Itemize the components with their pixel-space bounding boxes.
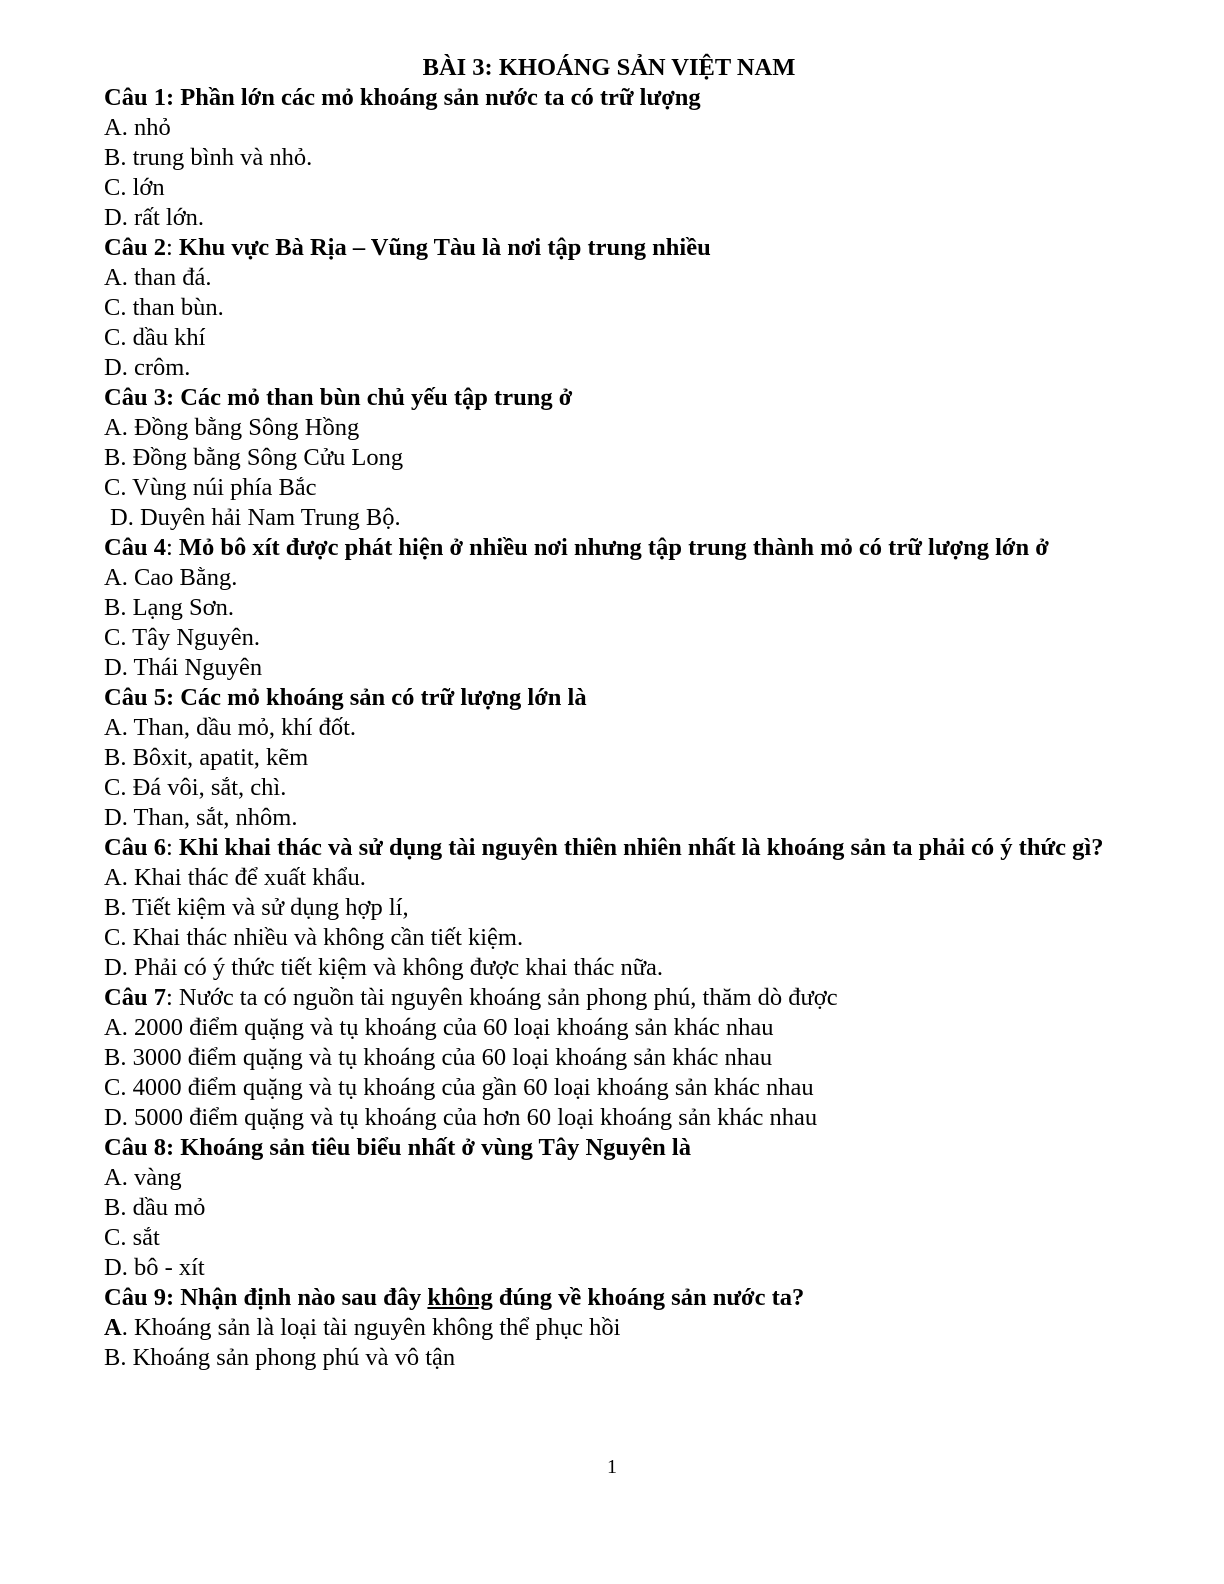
option-7a: A. 2000 điểm quặng và tụ khoáng của 60 loại khoáng sản khác nhau: [104, 1014, 774, 1041]
question-7: [104, 983, 1114, 1013]
document-page: [104, 53, 1114, 1373]
option-7c: C. 4000 điểm quặng và tụ khoáng của gần 60 loại khoáng sản khác nhau: [104, 1074, 814, 1101]
question-6: [104, 833, 1114, 863]
question-label: Câu 9:: [104, 1284, 175, 1311]
option-3c: C. Vùng núi phía Bắc: [104, 474, 317, 501]
option-9b: B. Khoáng sản phong phú và vô tận: [104, 1344, 456, 1371]
question-label: Câu 6: [104, 834, 166, 861]
option-2d: D. crôm.: [104, 354, 191, 381]
option-8d: D. bô - xít: [104, 1254, 205, 1281]
option-8a: A. vàng: [104, 1164, 182, 1191]
option-3a: A. Đồng bằng Sông Hồng: [104, 414, 360, 441]
option-1a: A. nhỏ: [104, 114, 171, 141]
question-text: Mỏ bô xít được phát hiện ở nhiều nơi nhưng tập trung thành mỏ có trữ lượng lớn ở: [172, 534, 1049, 561]
question-text-underlined: không: [427, 1284, 493, 1311]
question-label: Câu 8:: [104, 1134, 175, 1161]
option-2c: C. dầu khí: [104, 324, 206, 351]
option-letter: A: [104, 1314, 122, 1341]
option-8c: C. sắt: [104, 1224, 160, 1251]
page-title: BÀI 3: KHOÁNG SẢN VIỆT NAM: [422, 54, 796, 81]
option-1b: B. trung bình và nhỏ.: [104, 144, 313, 171]
question-separator: :: [165, 234, 173, 261]
question-text: Khoáng sản tiêu biểu nhất ở vùng Tây Nguyên là: [174, 1134, 691, 1161]
question-text: Các mỏ than bùn chủ yếu tập trung ở: [174, 384, 573, 411]
option-text: . Khoáng sản là loại tài nguyên không thể phục hồi: [121, 1314, 621, 1341]
option-6b: B. Tiết kiệm và sử dụng hợp lí,: [104, 894, 409, 921]
option-8b: B. dầu mỏ: [104, 1194, 206, 1221]
option-5c: C. Đá vôi, sắt, chì.: [104, 774, 287, 801]
question-separator: :: [165, 834, 173, 861]
option-5a: A. Than, dầu mỏ, khí đốt.: [104, 714, 357, 741]
question-4: [104, 533, 1114, 563]
question-label: Câu 2: [104, 234, 166, 261]
page-number: 1: [607, 1456, 617, 1478]
question-label: Câu 5:: [104, 684, 175, 711]
question-separator: :: [165, 534, 173, 561]
option-1c: C. lớn: [104, 174, 165, 201]
question-8: [104, 1133, 1114, 1163]
question-text: Nhận định nào sau đây: [174, 1284, 428, 1311]
question-text: Phần lớn các mỏ khoáng sản nước ta có trữ lượng: [174, 84, 701, 111]
option-4a: A. Cao Bằng.: [104, 564, 238, 591]
option-4d: D. Thái Nguyên: [104, 654, 263, 681]
option-9a: [104, 1313, 1114, 1343]
option-5b: B. Bôxit, apatit, kẽm: [104, 744, 309, 771]
option-7d: D. 5000 điểm quặng và tụ khoáng của hơn 60 loại khoáng sản khác nhau: [104, 1104, 818, 1131]
option-4c: C. Tây Nguyên.: [104, 624, 261, 651]
option-1d: D. rất lớn.: [104, 204, 205, 231]
option-3b: B. Đồng bằng Sông Cửu Long: [104, 444, 404, 471]
question-text: đúng về khoáng sản nước ta?: [492, 1284, 805, 1311]
option-6c: C. Khai thác nhiều và không cần tiết kiệm.: [104, 924, 524, 951]
option-2b: C. than bùn.: [104, 294, 224, 321]
question-text: Khu vực Bà Rịa – Vũng Tàu là nơi tập trung nhiều: [172, 234, 711, 261]
question-label: Câu 1:: [104, 84, 175, 111]
option-5d: D. Than, sắt, nhôm.: [104, 804, 298, 831]
question-9: [104, 1283, 1114, 1313]
option-4b: B. Lạng Sơn.: [104, 594, 235, 621]
option-3d: D. Duyên hải Nam Trung Bộ.: [110, 504, 401, 531]
question-label: Câu 7: [104, 984, 166, 1011]
question-text: Khi khai thác và sử dụng tài nguyên thiên nhiên nhất là khoáng sản ta phải có ý thức gì?: [172, 834, 1104, 861]
question-3: [104, 383, 1114, 413]
option-6a: A. Khai thác để xuất khẩu.: [104, 864, 366, 891]
option-2a: A. than đá.: [104, 264, 212, 291]
question-2: [104, 233, 1114, 263]
question-label: Câu 4: [104, 534, 166, 561]
option-6d: D. Phải có ý thức tiết kiệm và không được khai thác nữa.: [104, 954, 663, 981]
question-1: [104, 83, 1114, 113]
question-label: Câu 3:: [104, 384, 175, 411]
question-5: [104, 683, 1114, 713]
question-text: : Nước ta có nguồn tài nguyên khoáng sản phong phú, thăm dò được: [165, 984, 838, 1011]
option-7b: B. 3000 điểm quặng và tụ khoáng của 60 loại khoáng sản khác nhau: [104, 1044, 773, 1071]
question-text: Các mỏ khoáng sản có trữ lượng lớn là: [174, 684, 587, 711]
